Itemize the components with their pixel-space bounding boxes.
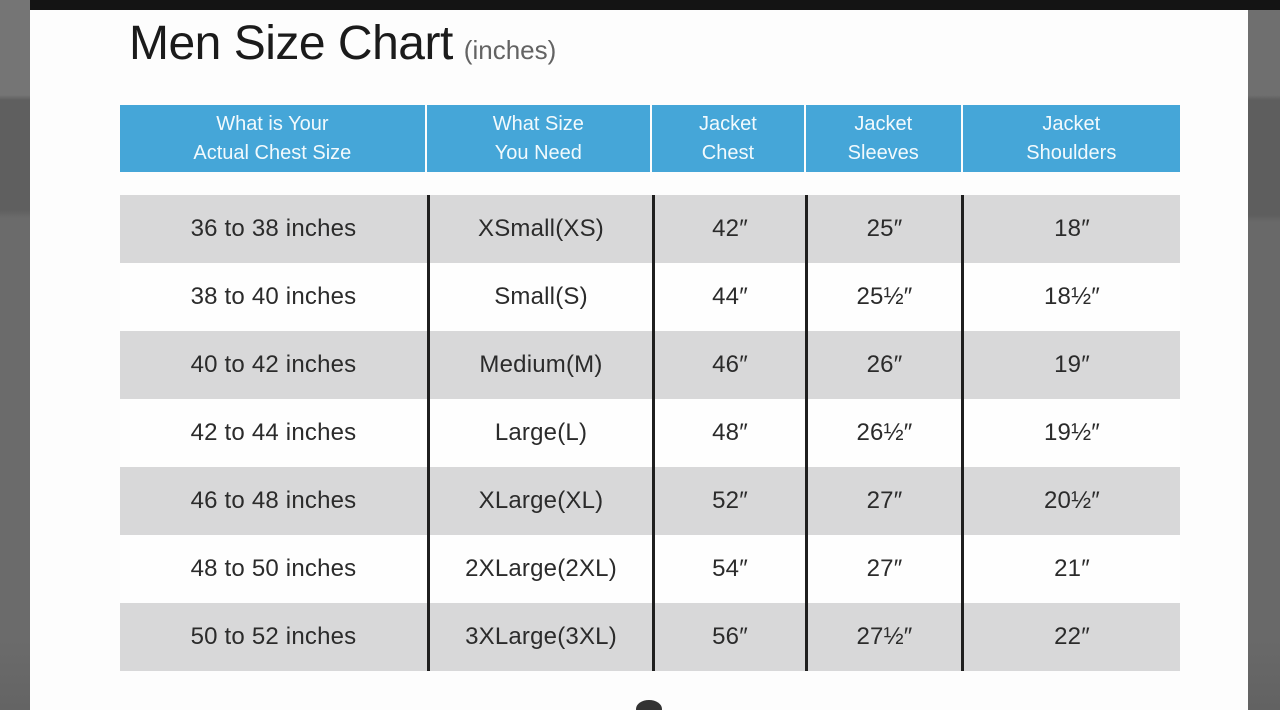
cell-chest-range: 36 to 38 inches: [120, 195, 427, 263]
column-header-jacket-shoulders: Jacket Shoulders: [963, 105, 1180, 172]
top-black-bar: [30, 0, 1280, 10]
cell-jacket-sleeves: 27″: [805, 535, 961, 603]
cell-jacket-shoulders: 18″: [961, 195, 1180, 263]
cell-size-name: Large(L): [427, 399, 652, 467]
cell-jacket-sleeves: 25″: [805, 195, 961, 263]
table-row: [120, 603, 1180, 671]
column-header-chest-size: What is Your Actual Chest Size: [120, 105, 425, 172]
cell-jacket-sleeves: 27″: [805, 467, 961, 535]
table-header-row: [120, 105, 1180, 172]
title-unit-note: (inches): [463, 35, 557, 65]
cell-size-name: Medium(M): [427, 331, 652, 399]
cell-chest-range: 42 to 44 inches: [120, 399, 427, 467]
table-row: [120, 331, 1180, 399]
cell-size-name: 3XLarge(3XL): [427, 603, 652, 671]
table-row: [120, 467, 1180, 535]
cell-size-name: Small(S): [427, 263, 652, 331]
table-body: [120, 195, 1180, 671]
cell-jacket-sleeves: 25½″: [805, 263, 961, 331]
cell-size-name: 2XLarge(2XL): [427, 535, 652, 603]
right-edge-strip: [1248, 0, 1280, 710]
cell-chest-range: 46 to 48 inches: [120, 467, 427, 535]
cell-jacket-chest: 46″: [652, 331, 805, 399]
cell-jacket-chest: 52″: [652, 467, 805, 535]
cell-chest-range: 40 to 42 inches: [120, 331, 427, 399]
cell-jacket-sleeves: 27½″: [805, 603, 961, 671]
size-table: [120, 105, 1180, 671]
title-text: Men Size Chart: [129, 17, 453, 70]
cell-chest-range: 50 to 52 inches: [120, 603, 427, 671]
table-row: [120, 195, 1180, 263]
cell-size-name: XSmall(XS): [427, 195, 652, 263]
cell-jacket-chest: 54″: [652, 535, 805, 603]
page-title: [129, 16, 556, 71]
cell-chest-range: 38 to 40 inches: [120, 263, 427, 331]
bottom-cutoff-mark: [636, 700, 662, 710]
table-row: [120, 263, 1180, 331]
cell-jacket-chest: 44″: [652, 263, 805, 331]
cell-jacket-chest: 42″: [652, 195, 805, 263]
cell-jacket-shoulders: 20½″: [961, 467, 1180, 535]
cell-chest-range: 48 to 50 inches: [120, 535, 427, 603]
table-row: [120, 535, 1180, 603]
cell-jacket-shoulders: 19½″: [961, 399, 1180, 467]
cell-jacket-shoulders: 18½″: [961, 263, 1180, 331]
left-edge-strip: [0, 0, 30, 710]
cell-size-name: XLarge(XL): [427, 467, 652, 535]
cell-jacket-chest: 48″: [652, 399, 805, 467]
cell-jacket-sleeves: 26″: [805, 331, 961, 399]
column-header-jacket-sleeves: Jacket Sleeves: [806, 105, 961, 172]
cell-jacket-chest: 56″: [652, 603, 805, 671]
cell-jacket-sleeves: 26½″: [805, 399, 961, 467]
cell-jacket-shoulders: 22″: [961, 603, 1180, 671]
cell-jacket-shoulders: 19″: [961, 331, 1180, 399]
table-row: [120, 399, 1180, 467]
column-header-jacket-chest: Jacket Chest: [652, 105, 804, 172]
column-header-size-needed: What Size You Need: [427, 105, 650, 172]
cell-jacket-shoulders: 21″: [961, 535, 1180, 603]
